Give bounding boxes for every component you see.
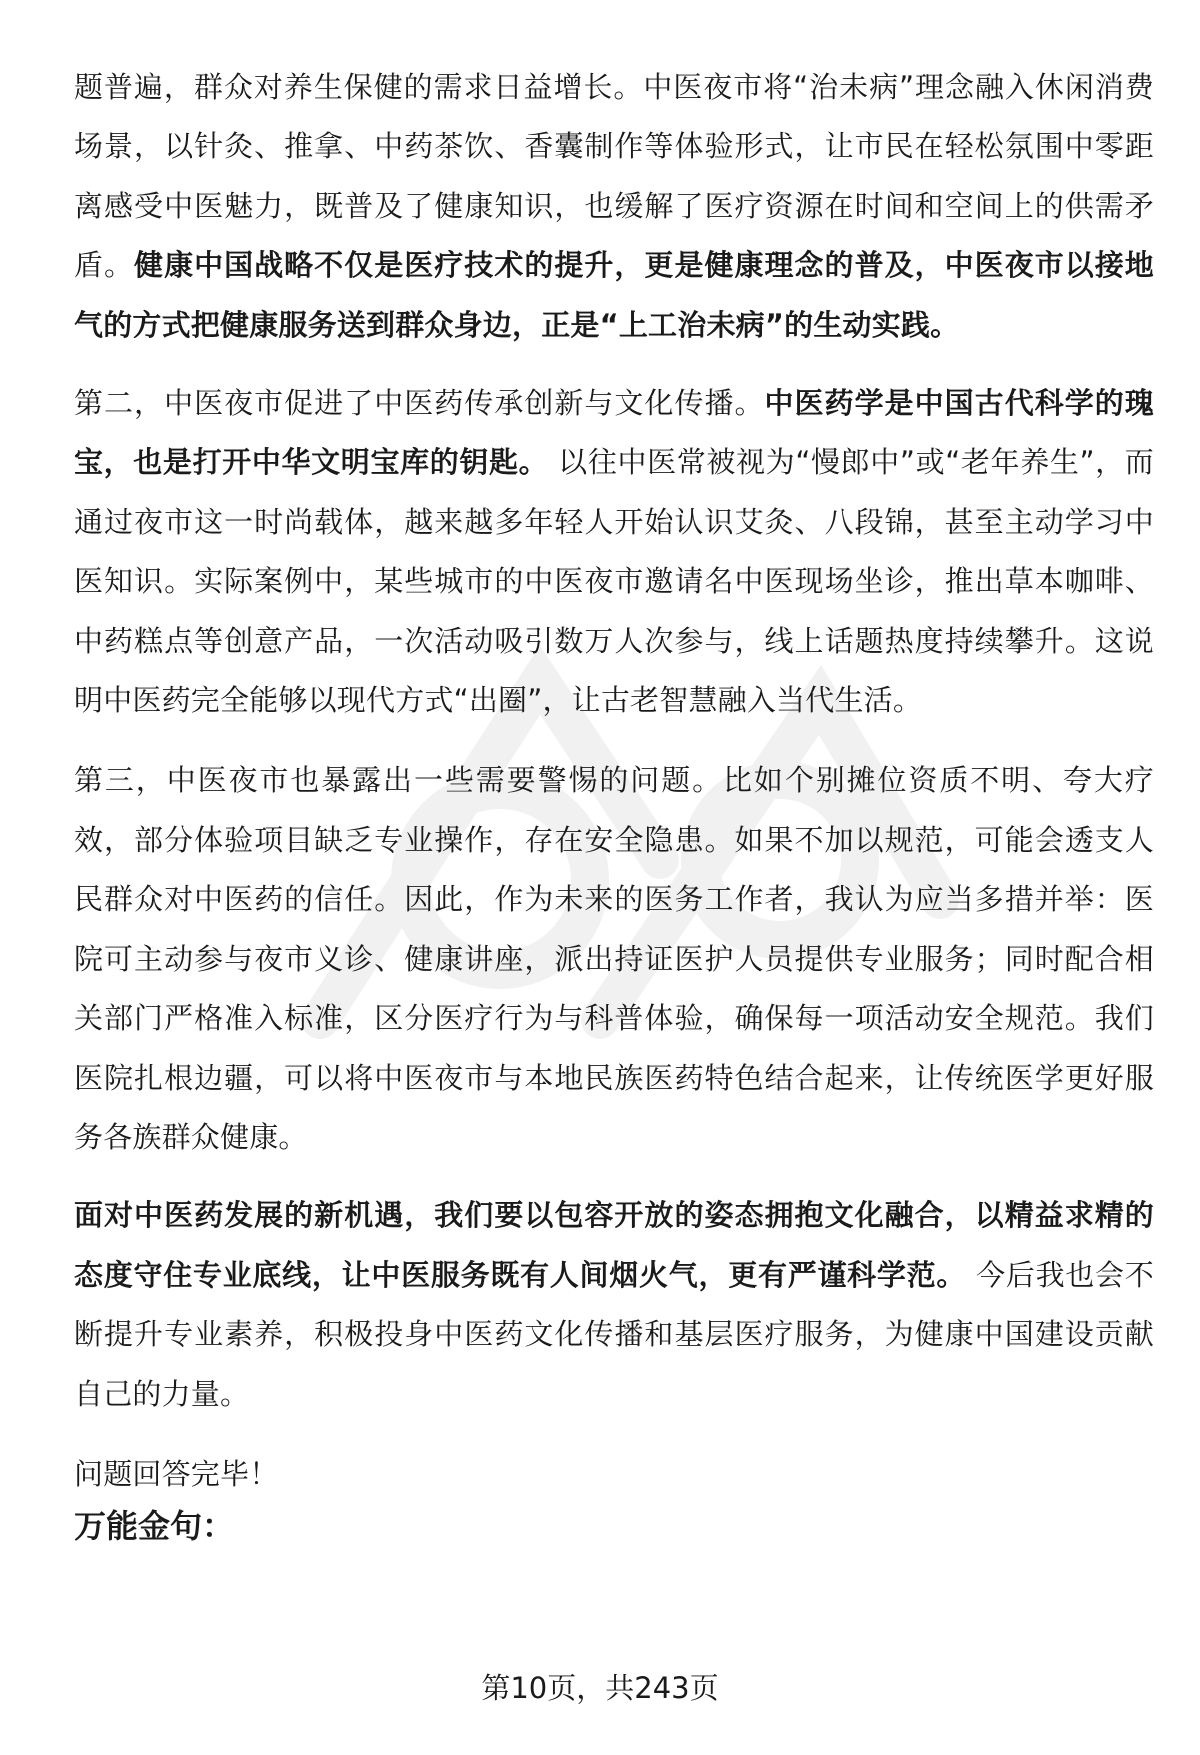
paragraph-3	[74, 751, 1154, 1167]
page-footer: 第10页，共243页	[481, 1671, 719, 1705]
paragraph-2-text-a: 第二，中医夜市促进了中医药传承创新与文化传播。	[74, 386, 765, 421]
document-body	[74, 58, 1154, 1548]
paragraph-5-text: 问题回答完毕！	[74, 1456, 279, 1491]
paragraph-2-text-b: 以往中医常被视为“慢郎中”或“老年养生”，而通过夜市这一时尚载体，越来越多年轻人开始认识艾灸、八段锦，甚至主动学习中医知识。实际案例中，某些城市的中医夜市邀请名中医现场坐诊，推出草本咖啡、中药糕点等创意产品，一次活动吸引数万人次参与，线上话题热度持续攀升。这说明中医药完全能够以现代方式“出圈”，让古老智慧融入当代生活。	[74, 445, 1154, 718]
paragraph-4-text: 今后我也会不断提升专业素养，积极投身中医药文化传播和基层医疗服务，为健康中国建设贡献自己的力量。	[74, 1257, 1154, 1411]
paragraph-4-bold-text: 面对中医药发展的新机遇，我们要以包容开放的姿态拥抱文化融合，以精益求精的态度守住专业底线，让中医服务既有人间烟火气，更有严谨科学范。	[74, 1198, 1154, 1292]
paragraph-2-bold-text: 中医药学是中国古代科学的瑰宝，也是打开中华文明宝库的钥匙。	[74, 386, 1154, 480]
paragraph-4	[74, 1186, 1154, 1424]
section-heading: 万能金句：	[74, 1507, 235, 1546]
paragraph-2	[74, 374, 1154, 730]
paragraph-1	[74, 58, 1154, 355]
paragraph-3-text: 第三，中医夜市也暴露出一些需要警惕的问题。比如个别摊位资质不明、夸大疗效，部分体验项目缺乏专业操作，存在安全隐患。如果不加以规范，可能会透支人民群众对中医药的信任。因此，作为未来的医务工作者，我认为应当多措并举：医院可主动参与夜市义诊、健康讲座，派出持证医护人员提供专业服务；同时配合相关部门严格准入标准，区分医疗行为与科普体验，确保每一项活动安全规范。我们医院扎根边疆，可以将中医夜市与本地民族医药特色结合起来，让传统医学更好服务各族群众健康。	[74, 763, 1154, 1154]
paragraph-5	[74, 1445, 1154, 1504]
paragraph-1-bold-text: 健康中国战略不仅是医疗技术的提升，更是健康理念的普及，中医夜市以接地气的方式把健康服务送到群众身边，正是“上工治未病”的生动实践。	[74, 248, 1154, 342]
paragraph-1-text: 题普遍，群众对养生保健的需求日益增长。中医夜市将“治未病”理念融入休闲消费场景，以针灸、推拿、中药茶饮、香囊制作等体验形式，让市民在轻松氛围中零距离感受中医魅力，既普及了健康知识，也缓解了医疗资源在时间和空间上的供需矛盾。	[74, 70, 1154, 283]
